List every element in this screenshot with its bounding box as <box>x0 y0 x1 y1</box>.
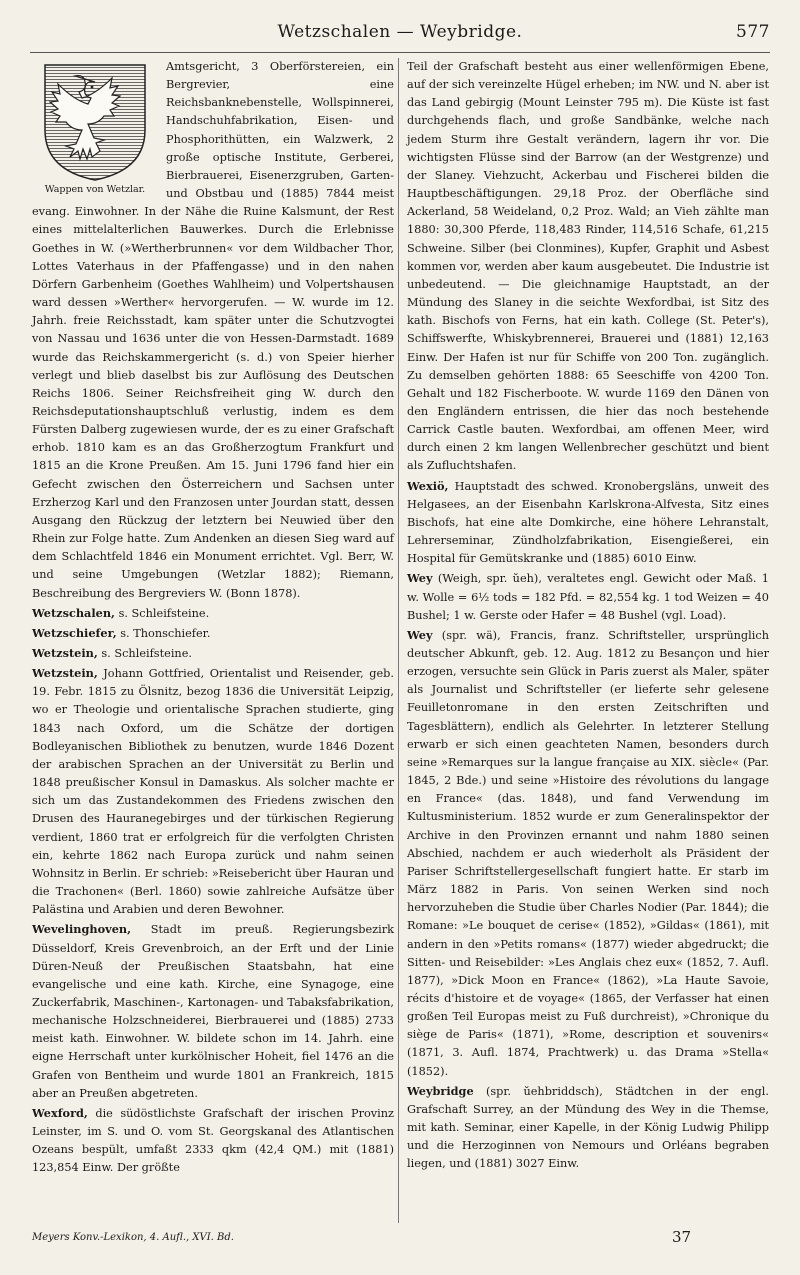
entry-wevelinghoven <box>32 920 394 1103</box>
header-rule <box>30 52 770 53</box>
entry-text: s. Thonschiefer. <box>116 626 211 640</box>
headword: Wexiö, <box>407 478 449 493</box>
page-number: 577 <box>736 22 770 42</box>
entry-text: Stadt im preuß. Regierungsbezirk Düsseldorf, Kreis Grevenbroich, an der Erft und der Linie Düren-Neuß der Preußischen Staatsbahn, hat eine evangelische und eine kath. Kirche, eine Synagoge, eine Zuckerfabrik, Maschinen-, Kartonagen- und Tabaksfabrikation, mechanische Holzschneiderei, Bierbrauerei und (1885) 2733 meist kath. Einwohner. W. bildete schon im 14. Jahrh. eine eigne Herrschaft unter kurkölnischer Hoheit, fiel 1476 an die Grafen von Bentheim und wurde 1801 an Frankreich, 1815 aber an Preußen abgetreten. <box>32 923 394 1100</box>
entry-wetzschalen <box>32 604 394 623</box>
source-footer: Meyers Konv.-Lexikon, 4. Aufl., XVI. Bd. <box>32 1232 234 1243</box>
headword: Wetzstein, <box>32 666 98 681</box>
headword: Wey <box>407 627 433 642</box>
entry-weybridge <box>407 1082 769 1174</box>
headword: Wetzschalen, <box>32 605 115 620</box>
entry-wetzstein-2 <box>32 664 394 919</box>
headword: Wexford, <box>32 1105 88 1120</box>
page-title: Wetzschalen — Weybridge. <box>277 22 523 42</box>
eagle-crest-icon <box>40 60 150 182</box>
entry-wey-francis <box>407 626 769 1081</box>
right-column <box>407 58 769 1174</box>
entry-wetzstein-1 <box>32 644 394 663</box>
headword: Wetzschiefer, <box>32 625 117 640</box>
entry-text: s. Schleifsteine. <box>114 606 210 620</box>
headword: Weybridge <box>407 1083 474 1098</box>
entry-text: s. Schleifsteine. <box>97 647 192 660</box>
entry-wexford-continued <box>407 58 769 476</box>
entry-wetzschiefer <box>32 624 394 643</box>
entry-text: Johann Gottfried, Orientalist und Reisender, geb. 19. Febr. 1815 zu Ölsnitz, bezog 1836 die Universität Leipzig, wo er Theologie und orientalische Sprachen studierte, ging 1843 nach Oxford, um die Schätze der dortigen Bodleyanischen Bibliothek zu benutzen, wurde 1846 Dozent der arabischen Sprachen an der Universität zu Berlin und 1848 preußischer Konsul in Damaskus. Als solcher machte er sich um das Zustandekommen des Friedens zwischen den Drusen des Hauranegebirges und der türkischen Regierung verdient, 1860 trat er erfolgreich für die verfolgten Christen ein, kehrte 1862 nach Europa zurück und nahm seinen Wohnsitz in Berlin. Er schrieb: »Reisebericht über Hauran und die Trachonen« (Berl. 1860) sowie zahlreiche Aufsätze über Palästina und Arabien und deren Bewohner. <box>32 667 394 917</box>
entry-wexio <box>407 477 769 569</box>
entry-wetzlar-continued <box>32 58 394 603</box>
signature-number: 37 <box>672 1228 692 1246</box>
headword: Wetzstein, <box>32 646 98 660</box>
entry-text: (spr. wä), Francis, franz. Schriftsteller, ursprünglich deutscher Abkunft, geb. 12. Aug. 1812 zu Besançon und hier erzogen, versuchte sein Glück in Paris zuerst als Maler, später als Journalist und Schriftsteller (er lieferte sehr gelesene Feuilletonromane in den ersten Zeitschriften und Tagesblättern), endlich als Gelehrter. In letzterer Stellung erwarb er sich einen geachteten Namen, besonders durch seine »Remarques sur la langue française au XIX. siècle« (Par. 1845, 2 Bde.) und seine »Histoire des révolutions du langage en France« (das. 1848), und fand Verwendung im Kultusministerium. 1852 wurde er zum Generalinspektor der Archive in den Provinzen ernannt und nahm 1880 seinen Abschied, nachdem er auch wiederholt als Präsident der Pariser Schriftstellergesellschaft fungiert hatte. Er starb im März 1882 in Paris. Von seinen Werken sind noch hervorzuheben die Studie über Charles Nodier (Par. 1844); die Romane: »Le bouquet de cerise« (1852), »Gildas« (1861), mit andern in den »Petits romans« (1877) wieder abgedruckt; die Sitten- und Reisebilder: »Les Anglais chez eux« (1852, 7. Aufl. 1877), »Dick Moon en France« (1862), »La Haute Savoie, récits d'histoire et de voyage« (1865, der Verfasser hat einen großen Teil Europas meist zu Fuß durchreist), »Chronique du siège de Paris« (1871), »Rome, description et souvenirs« (1871, 3. Aufl. 1874, Prachtwerk) u. das Drama »Stella« (1852). <box>407 628 769 1078</box>
entry-text: (Weigh, spr. ŭeh), veraltetes engl. Gewicht oder Maß. 1 w. Wolle = 6½ tods = 182 Pfd. = 82,554 kg. 1 tod Weizen = 40 Bushel; 1 w. Gerste oder Hafer = 48 Bushel (vgl. Load). <box>407 572 769 622</box>
column-separator <box>398 58 399 1223</box>
crest-caption: Wappen von Wetzlar. <box>44 184 146 195</box>
entry-text: Amtsgericht, 3 Oberförstereien, ein Bergrevier, eine Reichsbanknebenstelle, Wollspinnerei, Handschuhfabrikation, Eisen- und Phosphorithütten, ein Walzwerk, 2 große optische Institute, Gerberei, Bierbrauerei, Eisenerzgruben, Garten- und Obstbau und (1885) 7844 meist evang. Einwohner. In der Nähe die Ruine Kalsmunt, der Rest eines mittelalterlichen Bauwerkes. Durch die Erlebnisse Goethes in W. (»Wertherbrunnen« vor dem Wildbacher Thor, Lottes Vaterhaus in der Pfaffengasse) und in den nahen Dörfern Garbenheim (Goethes Wahlheim) und Volpertshausen ward dessen »Werther« hervorgerufen. — W. wurde im 12. Jahrh. freie Reichsstadt, kam später unter die Schutzvogtei von Nassau und 1636 unter die von Hessen-Darmstadt. 1689 wurde das Reichskammergericht (s. d.) von Speier hierher verlegt und blieb daselbst bis zur Auflösung des Deutschen Reichs 1806. Seiner Reichsfreiheit ging W. durch den Reichsdeputationshauptschluß verlustig, indem es dem Fürsten Dalberg zugewiesen wurde, der es zu einer Grafschaft erhob. 1810 kam es an das Großherzogtum Frankfurt und 1815 an die Krone Preußen. Am 15. Juni 1796 fand hier ein Gefecht zwischen den Österreichern und Sachsen unter Erzherzog Karl und den Franzosen unter Jourdan statt, dessen Ausgang den Rückzug der letztern bei Neuwied über den Rhein zur Folge hatte. Zum Andenken an diesen Sieg ward auf dem Schlachtfeld 1846 ein Monument errichtet. Vgl. Berr, W. und seine Umgebungen (Wetzlar 1882); Riemann, Beschreibung des Bergreviers W. (Bonn 1878). <box>32 60 394 600</box>
left-column <box>32 58 394 1178</box>
entry-wey <box>407 569 769 624</box>
entry-text: Teil der Grafschaft besteht aus einer wellenförmigen Ebene, auf der sich vereinzelte Hügel erheben; im NW. und N. aber ist das Land gebirgig (Mount Leinster 795 m). Die Küste ist fast durchgehends flach, und große Sandbänke, welche nach jedem Sturm ihre Gestalt verändern, lagern ihr vor. Die wichtigsten Flüsse sind der Barrow (an der Westgrenze) und der Slaney. Viehzucht, Ackerbau und Fischerei bilden die Hauptbeschäftigungen. 29,18 Proz. der Oberfläche sind Ackerland, 58 Weideland, 0,2 Proz. Wald; an Vieh zählte man 1880: 30,300 Pferde, 118,483 Rinder, 114,516 Schafe, 61,215 Schweine. Silber (bei Clonmines), Kupfer, Graphit und Asbest kommen vor, werden aber kaum ausgebeutet. Die Industrie ist unbedeutend. — Die gleichnamige Hauptstadt, an der Mündung des Slaney in die seichte Wexfordbai, ist Sitz des kath. Bischofs von Ferns, hat ein kath. College (St. Peter's), Schiffswerfte, Whiskybrennerei, Brauerei und (1881) 12,163 Einw. Der Hafen ist nur für Schiffe von 200 Ton. zugänglich. Zu demselben gehörten 1888: 65 Seeschiffe von 4200 Ton. Gehalt und 182 Fischerboote. W. wurde 1169 den Dänen von den Engländern entrissen, die hier das noch bestehende Carrick Castle bauten. Wexfordbai, am offenen Meer, wird durch einen 2 km langen Wellenbrecher geschützt und bient als Zufluchtshafen. <box>407 60 769 473</box>
entry-wexford <box>32 1104 394 1178</box>
coat-of-arms <box>32 60 158 196</box>
entry-text: (spr. ŭehbriddsch), Städtchen in der engl. Grafschaft Surrey, an der Mündung des Wey in die Themse, mit kath. Seminar, einer Kapelle, in der König Ludwig Philipp und die Herzoginnen von Nemours und Orléans begraben liegen, und (1881) 3027 Einw. <box>407 1084 769 1171</box>
entry-text: Hauptstadt des schwed. Kronobergsläns, unweit des Helgasees, an der Eisenbahn Karlskrona-Alfvesta, Sitz eines Bischofs, hat eine alte Domkirche, eine höhere Lehranstalt, Lehrerseminar, Zündholzfabrikation, Eisengießerei, ein Hospital für Gemütskranke und (1885) 6010 Einw. <box>407 479 769 566</box>
entry-text: die südöstlichste Grafschaft der irischen Provinz Leinster, im S. und O. vom St. Georgskanal des Atlantischen Ozeans bespült, umfaßt 2333 qkm (42,4 QM.) mit (1881) 123,854 Einw. Der größte <box>32 1106 394 1175</box>
headword: Wey <box>407 571 433 586</box>
headword: Wevelinghoven, <box>32 922 132 937</box>
running-head <box>30 22 770 46</box>
